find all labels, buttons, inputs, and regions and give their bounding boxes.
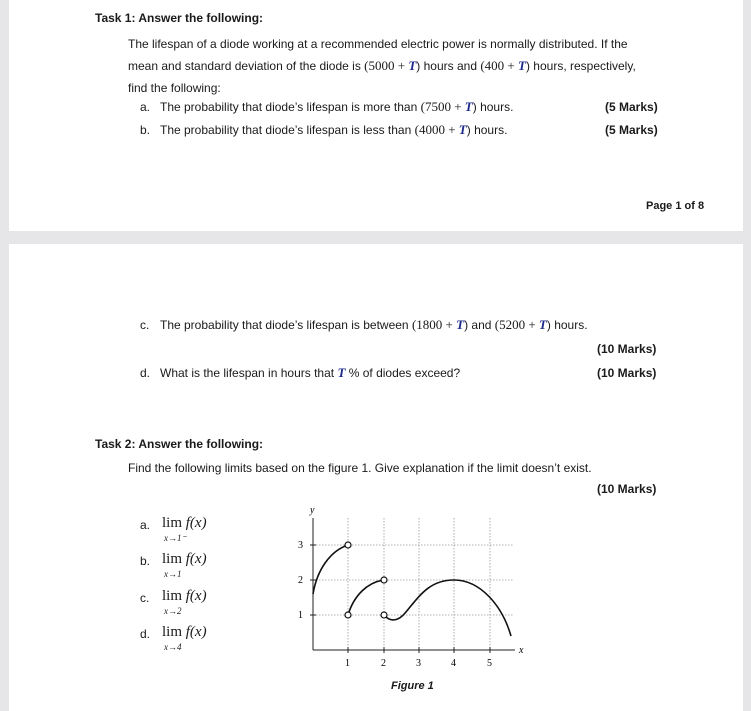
text: ) hours. xyxy=(466,123,508,137)
item-d-marks: (10 Marks) xyxy=(597,366,657,380)
lim: lim xyxy=(162,515,183,531)
lim: lim xyxy=(162,551,183,567)
math: (400 + xyxy=(480,58,519,73)
text: ) and xyxy=(464,318,495,332)
ticks xyxy=(310,545,490,653)
grid xyxy=(313,518,514,650)
item-d-label: d. xyxy=(140,366,151,380)
item-c-marks: (10 Marks) xyxy=(597,342,657,356)
var-T: T xyxy=(408,58,417,73)
function-curve xyxy=(313,545,511,636)
math: (1800 + xyxy=(411,317,457,332)
item-a-text xyxy=(160,100,513,114)
function: f(x) xyxy=(185,588,207,604)
math: (5000 + xyxy=(364,58,409,73)
y-tick-2: 2 xyxy=(298,575,303,586)
math: (7500 + xyxy=(420,99,465,114)
x-tick-2: 2 xyxy=(381,658,386,669)
limit-d xyxy=(162,625,232,655)
item-c-text xyxy=(160,318,588,332)
item-a-marks: (5 Marks) xyxy=(605,100,658,114)
y-axis-label: y xyxy=(310,505,315,516)
task1-para-line3: find the following: xyxy=(128,81,221,95)
item-b-label: b. xyxy=(140,123,151,137)
limit-d-label: d. xyxy=(140,627,151,641)
task2-instruction: Find the following limits based on the figure 1. Give explanation if the limit doesn’t exist. xyxy=(128,461,592,475)
math: (4000 + xyxy=(414,122,459,137)
text: ) hours. xyxy=(472,100,514,114)
text: ) hours, respectively, xyxy=(525,59,636,73)
text: The probability that diode’s lifespan is more than xyxy=(160,100,421,114)
x-tick-5: 5 xyxy=(487,658,492,669)
text: ) hours and xyxy=(416,59,481,73)
x-tick-1: 1 xyxy=(345,658,350,669)
item-d-text xyxy=(160,366,460,380)
task2-marks: (10 Marks) xyxy=(597,482,657,496)
limit-subscript: x→2 xyxy=(164,606,182,616)
var-T: T xyxy=(518,58,526,73)
x-tick-3: 3 xyxy=(416,658,421,669)
item-a-label: a. xyxy=(140,100,151,114)
limit-a xyxy=(162,516,232,546)
function: f(x) xyxy=(185,551,207,567)
lim: lim xyxy=(162,588,183,604)
task1-para-line1: The lifespan of a diode working at a recommended electric power is normally distributed. If the xyxy=(128,37,628,51)
function: f(x) xyxy=(185,624,207,640)
limit-subscript: x→1⁻ xyxy=(164,533,187,543)
x-tick-4: 4 xyxy=(451,658,456,669)
var-T: T xyxy=(464,99,473,114)
var-T: T xyxy=(538,317,547,332)
limit-b xyxy=(162,552,232,582)
item-b-marks: (5 Marks) xyxy=(605,123,658,137)
limit-a-label: a. xyxy=(140,518,151,532)
text: mean and standard deviation of the diode is xyxy=(128,59,365,73)
y-tick-1: 1 xyxy=(298,610,303,621)
limit-b-label: b. xyxy=(140,554,151,568)
limit-subscript: x→4 xyxy=(164,642,182,652)
limit-c-label: c. xyxy=(140,591,150,605)
x-axis-label: x xyxy=(519,645,524,656)
page-1 xyxy=(9,0,743,231)
figure-caption: Figure 1 xyxy=(391,680,434,692)
limit-subscript: x→1 xyxy=(164,569,182,579)
task1-title: Task 1: Answer the following: xyxy=(95,11,264,25)
task2-title: Task 2: Answer the following: xyxy=(95,437,264,451)
page-number: Page 1 of 8 xyxy=(646,200,705,212)
function: f(x) xyxy=(185,515,207,531)
page-2 xyxy=(9,244,743,711)
figure-1-graph xyxy=(290,500,540,700)
item-b-text xyxy=(160,123,507,137)
y-tick-3: 3 xyxy=(298,540,303,551)
var-T: T xyxy=(456,317,465,332)
text: % of diodes exceed? xyxy=(345,366,461,380)
math: (5200 + xyxy=(494,317,539,332)
text: The probability that diode’s lifespan is less than xyxy=(160,123,415,137)
var-T: T xyxy=(458,122,467,137)
text: What is the lifespan in hours that xyxy=(160,366,338,380)
text: ) hours. xyxy=(546,318,588,332)
limit-c xyxy=(162,589,232,619)
var-T: T xyxy=(337,365,346,380)
lim: lim xyxy=(162,624,183,640)
text: The probability that diode’s lifespan is between xyxy=(160,318,412,332)
task1-para-line2 xyxy=(128,59,636,73)
item-c-label: c. xyxy=(140,318,150,332)
